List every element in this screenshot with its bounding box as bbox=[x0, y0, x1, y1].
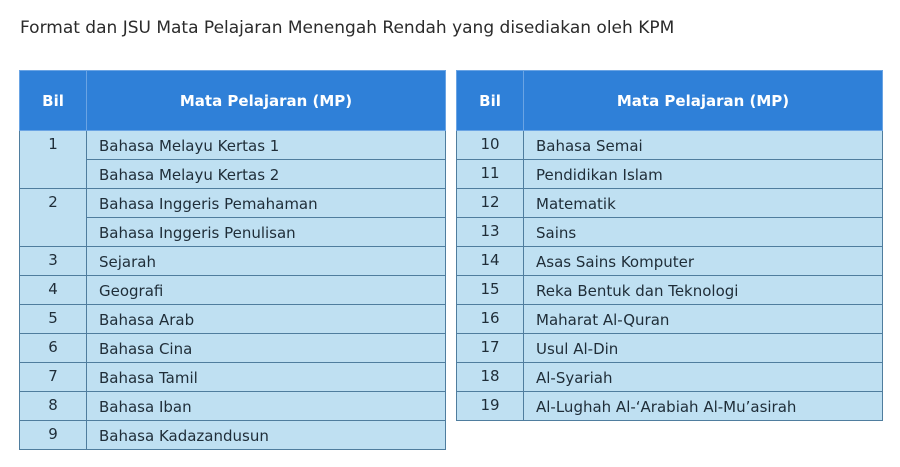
bil-cell: 13 bbox=[457, 218, 524, 247]
bil-cell: 7 bbox=[20, 363, 87, 392]
bil-cell: 10 bbox=[457, 131, 524, 160]
bil-cell: 12 bbox=[457, 189, 524, 218]
table-row bbox=[457, 131, 883, 160]
table-header-row bbox=[457, 71, 883, 131]
table-row bbox=[20, 247, 446, 276]
table-row bbox=[457, 334, 883, 363]
table-row bbox=[457, 189, 883, 218]
subject-cell: Bahasa Semai bbox=[524, 131, 883, 160]
bil-cell: 15 bbox=[457, 276, 524, 305]
table-row bbox=[20, 392, 446, 421]
table-row bbox=[20, 189, 446, 218]
bil-cell: 14 bbox=[457, 247, 524, 276]
subject-cell: Bahasa Inggeris Pemahaman bbox=[87, 189, 446, 218]
subject-cell: Bahasa Melayu Kertas 1 bbox=[87, 131, 446, 160]
table-body-left bbox=[20, 131, 446, 450]
subject-cell: Bahasa Iban bbox=[87, 392, 446, 421]
subject-cell: Matematik bbox=[524, 189, 883, 218]
bil-cell: 11 bbox=[457, 160, 524, 189]
table-row bbox=[20, 276, 446, 305]
bil-cell: 18 bbox=[457, 363, 524, 392]
table-row bbox=[20, 305, 446, 334]
subject-cell: Maharat Al-Quran bbox=[524, 305, 883, 334]
subjects-table-left bbox=[19, 70, 446, 450]
bil-cell: 17 bbox=[457, 334, 524, 363]
subject-cell: Reka Bentuk dan Teknologi bbox=[524, 276, 883, 305]
subject-cell: Bahasa Kadazandusun bbox=[87, 421, 446, 450]
subject-cell: Sains bbox=[524, 218, 883, 247]
table-row bbox=[457, 247, 883, 276]
bil-cell: 8 bbox=[20, 392, 87, 421]
table-row bbox=[20, 363, 446, 392]
subject-cell: Bahasa Cina bbox=[87, 334, 446, 363]
bil-cell: 16 bbox=[457, 305, 524, 334]
subject-cell: Al-Syariah bbox=[524, 363, 883, 392]
bil-cell: 1 bbox=[20, 131, 87, 189]
table-row bbox=[20, 334, 446, 363]
subject-cell: Sejarah bbox=[87, 247, 446, 276]
header-bil: Bil bbox=[20, 71, 87, 131]
table-row bbox=[457, 363, 883, 392]
subject-cell: Bahasa Melayu Kertas 2 bbox=[87, 160, 446, 189]
table-header-row bbox=[20, 71, 446, 131]
bil-cell: 4 bbox=[20, 276, 87, 305]
table-row bbox=[457, 218, 883, 247]
subjects-table-right bbox=[456, 70, 883, 421]
subject-cell: Pendidikan Islam bbox=[524, 160, 883, 189]
bil-cell: 19 bbox=[457, 392, 524, 421]
table-row bbox=[457, 392, 883, 421]
header-bil: Bil bbox=[457, 71, 524, 131]
table-row bbox=[457, 305, 883, 334]
table-row bbox=[457, 160, 883, 189]
header-mp: Mata Pelajaran (MP) bbox=[87, 71, 446, 131]
subject-cell: Bahasa Inggeris Penulisan bbox=[87, 218, 446, 247]
table-row bbox=[20, 421, 446, 450]
subject-cell: Bahasa Arab bbox=[87, 305, 446, 334]
subject-cell: Asas Sains Komputer bbox=[524, 247, 883, 276]
table-row bbox=[20, 131, 446, 160]
bil-cell: 6 bbox=[20, 334, 87, 363]
subject-cell: Usul Al-Din bbox=[524, 334, 883, 363]
bil-cell: 3 bbox=[20, 247, 87, 276]
subject-cell: Al-Lughah Al-‘Arabiah Al-Mu’asirah bbox=[524, 392, 883, 421]
subject-cell: Bahasa Tamil bbox=[87, 363, 446, 392]
page-title: Format dan JSU Mata Pelajaran Menengah Rendah yang disediakan oleh KPM bbox=[20, 18, 675, 38]
header-mp: Mata Pelajaran (MP) bbox=[524, 71, 883, 131]
bil-cell: 9 bbox=[20, 421, 87, 450]
bil-cell: 5 bbox=[20, 305, 87, 334]
table-row bbox=[457, 276, 883, 305]
table-body-right bbox=[457, 131, 883, 421]
subject-cell: Geografi bbox=[87, 276, 446, 305]
bil-cell: 2 bbox=[20, 189, 87, 247]
